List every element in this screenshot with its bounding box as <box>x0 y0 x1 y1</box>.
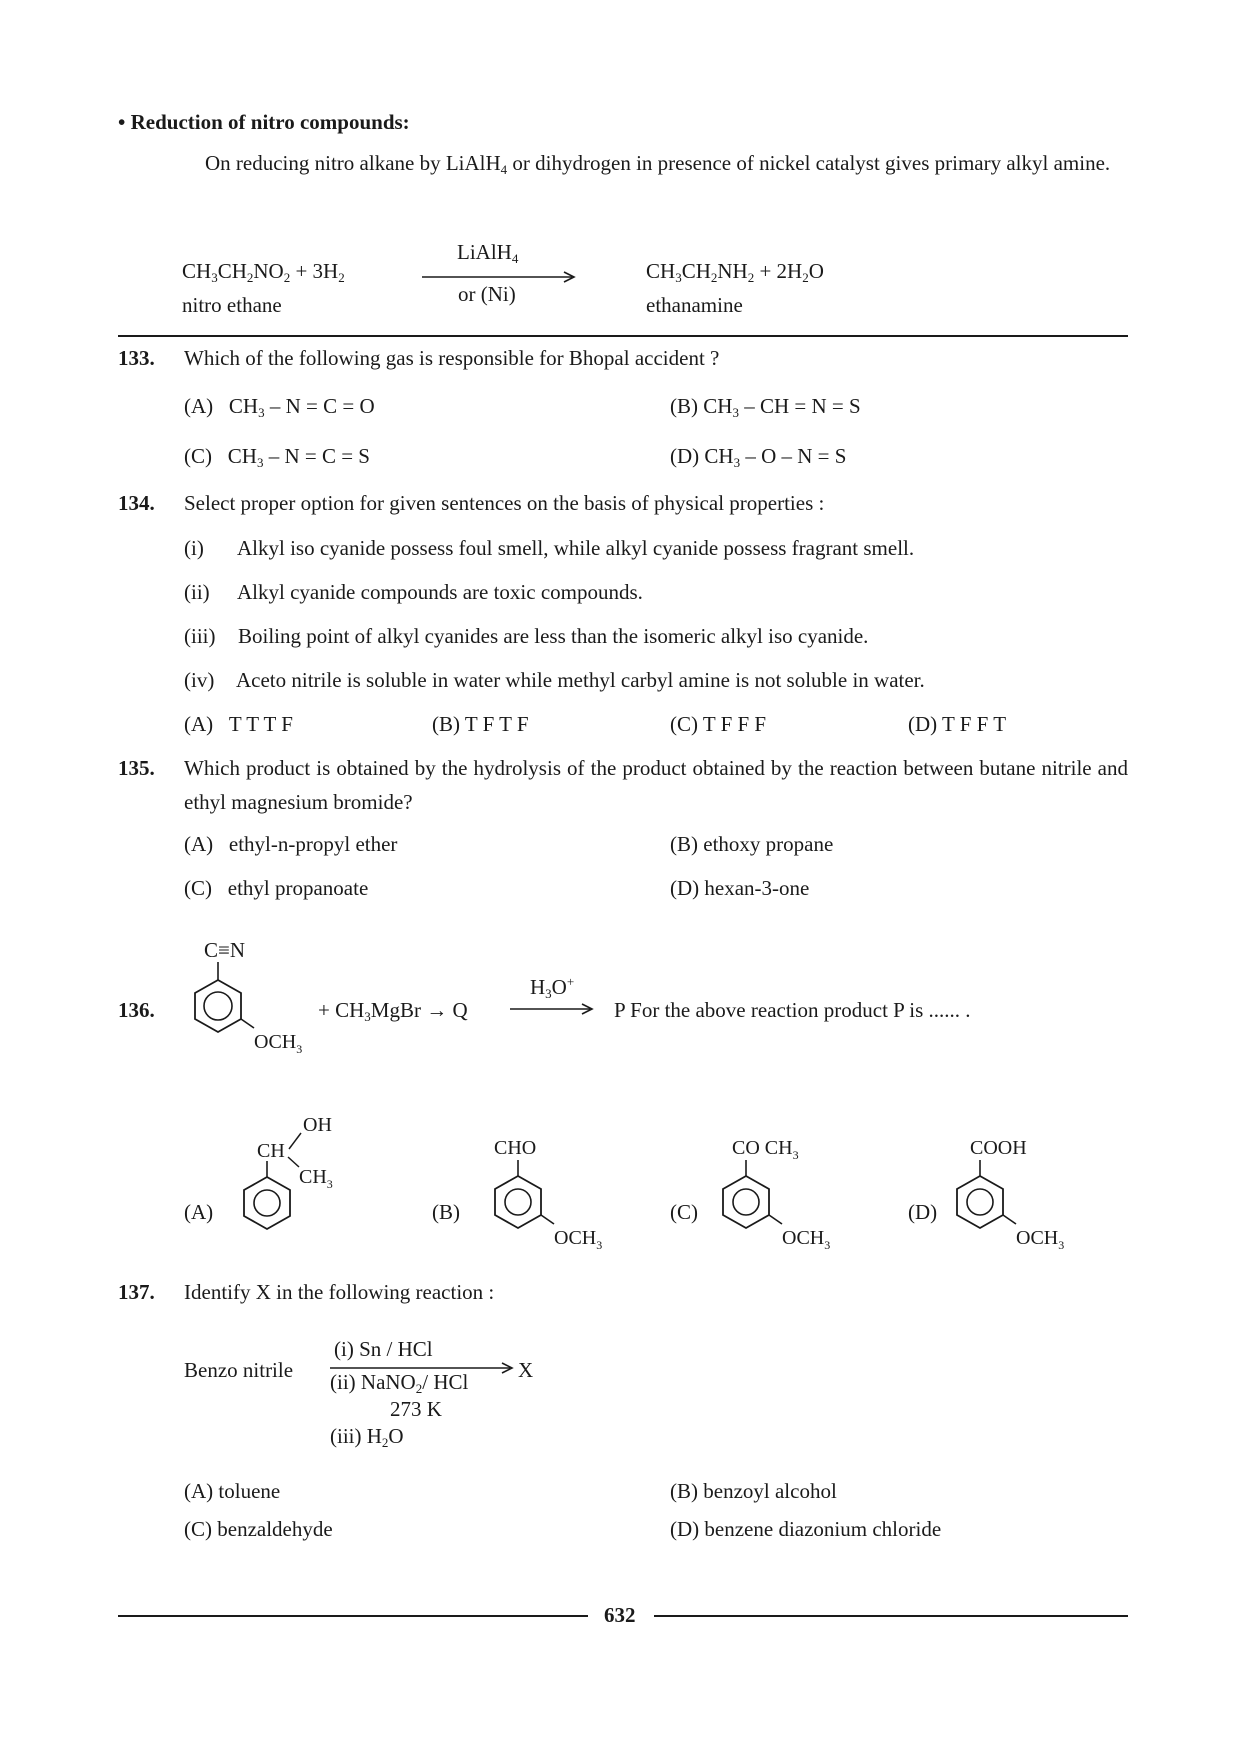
option-135-d <box>670 876 809 901</box>
structure-option-b <box>470 1130 610 1260</box>
reactant-name: nitro ethane <box>182 293 282 317</box>
option-text: ethyl-n-propyl ether <box>228 832 398 856</box>
step-2-temperature: 273 K <box>390 1397 442 1421</box>
option-137-b <box>670 1479 837 1504</box>
option-text: T F T F <box>464 712 529 736</box>
footer-rule-right <box>654 1615 1128 1617</box>
option-text: ethyl propanoate <box>227 876 369 900</box>
option-137-d <box>670 1517 941 1542</box>
step-1: (i) Sn / HCl <box>334 1337 433 1361</box>
reagent-hydrolysis: $H_3O^+$ <box>530 974 575 1001</box>
statement-label: (iii) <box>184 624 216 648</box>
nitrile-label: C≡N <box>204 938 246 962</box>
para-sub: 4 <box>500 162 508 177</box>
product-name: ethanamine <box>646 293 743 317</box>
option-label: (C) <box>184 444 212 468</box>
structure-option-d <box>946 1130 1086 1260</box>
option-137-a <box>184 1479 280 1504</box>
option-text: benzaldehyde <box>217 1517 333 1541</box>
bullet: • <box>118 110 126 134</box>
section-paragraph <box>205 146 1125 180</box>
option-134-a <box>184 712 293 737</box>
statement-text: Alkyl iso cyanide possess foul smell, while alkyl cyanide possess fragrant smell. <box>237 536 915 560</box>
product-formula: $CH_3CH_2NH_2 + 2H_2O$ <box>646 259 824 285</box>
option-label: (D) <box>670 1517 700 1541</box>
divider <box>118 335 1128 337</box>
option-label: (B) <box>670 1479 698 1503</box>
option-136-d-label: (D) <box>908 1200 938 1224</box>
product-x: X <box>518 1358 534 1382</box>
step-3-text-b: O <box>388 1424 404 1448</box>
svg-text:OCH3: $OCH_3$ <box>782 1227 831 1252</box>
reagent-grignard: + $CH_3MgBr \to Q$ <box>318 998 468 1024</box>
reagent-top <box>457 240 518 265</box>
option-label: (B) <box>432 712 460 736</box>
option-text: T F F T <box>942 712 1007 736</box>
page-number: 632 <box>604 1603 636 1627</box>
option-136-b-label: (B) <box>432 1200 460 1224</box>
option-135-a <box>184 832 397 857</box>
reactant-137: Benzo nitrile <box>184 1358 294 1382</box>
option-label: (A) <box>184 1479 214 1503</box>
option-136-c-label: (C) <box>670 1200 698 1224</box>
option-134-c <box>670 712 766 737</box>
step-2 <box>330 1370 468 1395</box>
option-label: (C) <box>184 1517 212 1541</box>
heading-text: Reduction of nitro compounds: <box>130 110 410 134</box>
question-text-137: Identify X in the following reaction : <box>184 1280 495 1304</box>
footer-rule-left <box>118 1615 588 1617</box>
aldehyde-label: CHO <box>494 1137 537 1159</box>
option-133-d: (D) $CH_3 - O - N = S$ <box>670 444 847 470</box>
option-134-d <box>908 712 1006 737</box>
option-134-b <box>432 712 529 737</box>
option-text: T F F F <box>702 712 767 736</box>
reagent-top-sub: 4 <box>511 251 519 266</box>
option-label: (A) <box>184 712 214 736</box>
option-text: ethoxy propane <box>703 832 834 856</box>
question-number-135: 135. <box>118 756 155 780</box>
statement-text: Boiling point of alkyl cyanides are less than the isomeric alkyl iso cyanide. <box>238 624 869 648</box>
option-label: (B) <box>670 832 698 856</box>
reactant-formula: $CH_3CH_2NO_2 + 3H_2$ <box>182 259 345 285</box>
option-label: (D) <box>670 444 700 468</box>
section-heading <box>118 110 410 135</box>
option-135-b <box>670 832 833 857</box>
step-2-text-b: / HCl <box>422 1370 469 1394</box>
option-label: (A) <box>184 394 214 418</box>
svg-text:CH: CH <box>257 1140 285 1162</box>
svg-text:OCH3: $OCH_3$ <box>554 1227 603 1252</box>
svg-text:CH3: $CH_3$ <box>299 1166 333 1191</box>
carboxyl-label: COOH <box>970 1137 1027 1159</box>
svg-text:CO CH3: CO $CH_3$ <box>732 1137 799 1162</box>
step-3 <box>330 1424 404 1449</box>
option-text: hexan-3-one <box>704 876 810 900</box>
question-number-136: 136. <box>118 998 155 1022</box>
step-3-sub: 2 <box>381 1435 389 1450</box>
statement-label: (i) <box>184 536 204 560</box>
option-label: (D) <box>908 712 938 736</box>
option-label: (B) <box>670 394 698 418</box>
reaction-arrow-136 <box>508 1002 598 1016</box>
structure-methoxybenzonitrile <box>170 930 320 1060</box>
para-text-1: On reducing nitro alkane by LiAlH <box>205 151 501 175</box>
hydroxyl-label: OH <box>303 1114 332 1136</box>
step-3-text: (iii) H <box>330 1424 382 1448</box>
option-text: toluene <box>218 1479 281 1503</box>
svg-text:OCH3: $OCH_3$ <box>1016 1227 1065 1252</box>
option-135-c <box>184 876 368 901</box>
para-text-2: or dihydrogen in presence of nickel catalyst gives primary alkyl amine. <box>507 151 1111 175</box>
statement-label: (iv) <box>184 668 215 692</box>
statement-label: (ii) <box>184 580 210 604</box>
option-label: (C) <box>670 712 698 736</box>
question-text-135: Which product is obtained by the hydrolysis of the product obtained by the reaction between butane nitrile and ethyl magnesium bromide? <box>184 756 1128 814</box>
option-137-c <box>184 1517 333 1542</box>
question-text-136: P For the above reaction product P is ...... . <box>614 998 971 1022</box>
option-label: (A) <box>184 832 214 856</box>
statement-text: Aceto nitrile is soluble in water while methyl carbyl amine is not soluble in water. <box>236 668 925 692</box>
question-number-133: 133. <box>118 346 155 370</box>
option-text: benzoyl alcohol <box>703 1479 837 1503</box>
statement-text: Alkyl cyanide compounds are toxic compounds. <box>237 580 643 604</box>
reagent-bottom: or (Ni) <box>458 282 516 306</box>
question-number-137: 137. <box>118 1280 155 1304</box>
step-2-sub: 2 <box>415 1381 423 1396</box>
option-133-a: (A) $CH_3 - N = C = O$ <box>184 394 375 420</box>
option-label: (D) <box>670 876 700 900</box>
structure-option-c <box>708 1130 848 1260</box>
option-text: benzene diazonium chloride <box>704 1517 942 1541</box>
option-text: T T T F <box>228 712 293 736</box>
step-2-text: (ii) NaNO <box>330 1370 416 1394</box>
option-label: (C) <box>184 876 212 900</box>
reagent-top-text: LiAlH <box>457 240 512 264</box>
question-text-134: Select proper option for given sentences on the basis of physical properties : <box>184 491 825 515</box>
option-133-b: (B) $CH_3$ – CH = N = S <box>670 394 861 420</box>
question-number-134: 134. <box>118 491 155 515</box>
structure-option-a <box>225 1105 365 1255</box>
question-text-133: Which of the following gas is responsible for Bhopal accident ? <box>184 346 720 370</box>
svg-text:OCH3: $OCH_3$ <box>254 1031 303 1056</box>
question-tail: For the above reaction product P is ...... . <box>630 998 971 1022</box>
option-133-c: (C) $CH_3 - N = C = S$ <box>184 444 370 470</box>
option-136-a-label: (A) <box>184 1200 214 1224</box>
